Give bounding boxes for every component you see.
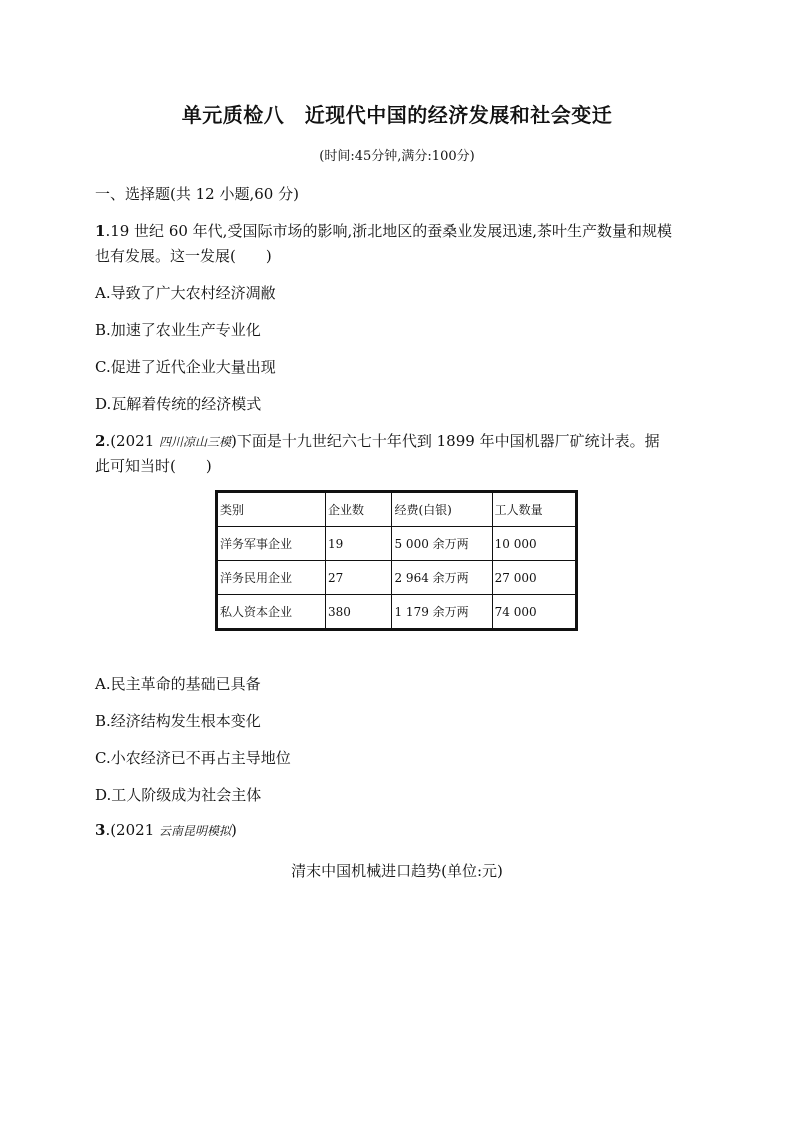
question-3-stem: 3.(2021 云南昆明模拟) <box>95 821 237 839</box>
question-2-stem-line-1: 2.(2021 四川凉山三模)下面是十九世纪六七十年代到 1899 年中国机器厂矿统计表。据 <box>95 432 660 450</box>
question-2-option-d: D.工人阶级成为社会主体 <box>95 786 262 804</box>
table-header-cell: 企业数 <box>325 492 392 527</box>
table-header-row <box>217 492 577 527</box>
question-1-stem-line-2: 也有发展。这一发展( ) <box>95 247 272 265</box>
factory-statistics-table <box>215 490 578 631</box>
exam-time-and-score: (时间:45分钟,满分:100分) <box>319 149 475 164</box>
table-cell: 洋务民用企业 <box>217 561 326 595</box>
table-header-cell: 工人数量 <box>492 492 576 527</box>
question-2-source: 四川凉山三模 <box>159 435 232 449</box>
table-row <box>217 561 577 595</box>
table-cell: 27 000 <box>492 561 576 595</box>
page-title: 单元质检八 近现代中国的经济发展和社会变迁 <box>181 103 613 127</box>
question-2-option-c: C.小农经济已不再占主导地位 <box>95 749 291 767</box>
question-2-number: 2 <box>95 432 106 450</box>
table-cell: 私人资本企业 <box>217 595 326 630</box>
question-2-option-a: A.民主革命的基础已具备 <box>95 675 261 693</box>
table-cell: 洋务军事企业 <box>217 527 326 561</box>
table-cell: 10 000 <box>492 527 576 561</box>
section-heading: 一、选择题(共 12 小题,60 分) <box>95 185 299 203</box>
table-cell: 27 <box>325 561 392 595</box>
table-header-cell: 经费(白银) <box>392 492 492 527</box>
table-cell: 2 964 余万两 <box>392 561 492 595</box>
table-cell: 74 000 <box>492 595 576 630</box>
table-cell: 19 <box>325 527 392 561</box>
question-1-option-a: A.导致了广大农村经济凋敝 <box>95 284 276 302</box>
question-1-number: 1 <box>95 222 106 240</box>
table-row <box>217 595 577 630</box>
question-3-number: 3 <box>95 821 106 839</box>
question-1-option-c: C.促进了近代企业大量出现 <box>95 358 276 376</box>
question-1-option-b: B.加速了农业生产专业化 <box>95 321 261 339</box>
table-row <box>217 527 577 561</box>
table-cell: 380 <box>325 595 392 630</box>
question-1-option-d: D.瓦解着传统的经济模式 <box>95 395 262 413</box>
chart-caption: 清末中国机械进口趋势(单位:元) <box>291 862 503 880</box>
table-cell: 1 179 余万两 <box>392 595 492 630</box>
question-2-stem-line-2: 此可知当时( ) <box>95 457 212 475</box>
table-header-cell: 类别 <box>217 492 326 527</box>
table-cell: 5 000 余万两 <box>392 527 492 561</box>
question-2-option-b: B.经济结构发生根本变化 <box>95 712 261 730</box>
question-3-source: 云南昆明模拟 <box>159 824 232 838</box>
question-1-stem-line-1: 1.19 世纪 60 年代,受国际市场的影响,浙北地区的蚕桑业发展迅速,茶叶生产数量和规模 <box>95 222 672 240</box>
